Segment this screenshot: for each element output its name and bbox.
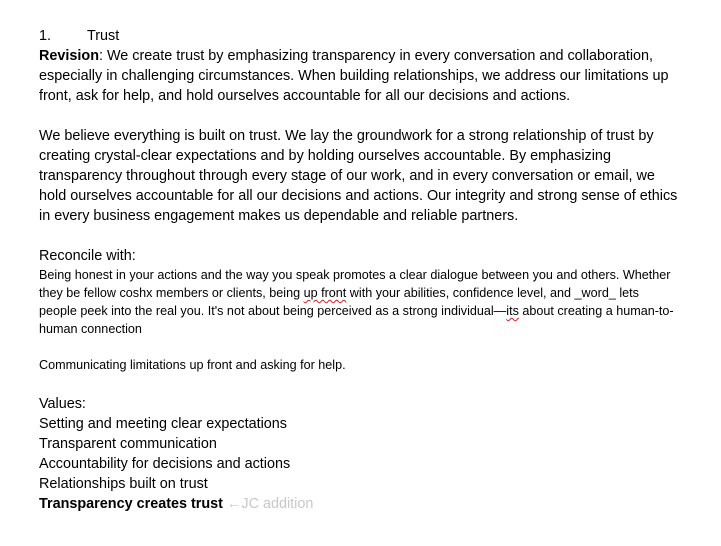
revision-text: : We create trust by emphasizing transparency in every conversation and collaboration, especially in challenging circumstances. When building relationships, we address our limitations up front, ask for help, and hold ourselves accountable for all our decisions and actions. <box>39 48 669 104</box>
value-item: Setting and meeting clear expectations <box>39 416 287 432</box>
spelling-flag-up-front[interactable]: up front <box>303 286 347 300</box>
value-bold-text: Transparency creates trust <box>39 496 223 512</box>
value-item: Transparent communication <box>39 436 217 452</box>
trust-paragraph: We believe everything is built on trust. We lay the groundwork for a strong relationship of trust by creating crystal-clear expectations and by holding ourselves accountable. By emphasizing transparency throughout through every stage of our work, and in every conversation or email, we hold ourselves accountable for all our decisions and actions. Our integrity and strong sense of ethics in every business engagement makes us dependable and reliable partners. <box>39 128 678 224</box>
section-number: 1. <box>39 28 52 44</box>
communicating-line: Communicating limitations up front and asking for help. <box>39 358 346 372</box>
value-item-bold <box>39 494 679 514</box>
section-title: Trust <box>87 28 120 44</box>
document-body <box>39 26 679 514</box>
reconcile-label: Reconcile with: <box>39 248 136 264</box>
revision-paragraph <box>39 46 679 106</box>
value-item: Relationships built on trust <box>39 476 208 492</box>
values-list <box>39 414 679 514</box>
values-label: Values: <box>39 396 86 412</box>
reconcile-paragraph: Being honest in your actions and the way you speak promotes a clear dialogue between you and others. Whether they be fellow coshx members or clients, being up front with your abilities, confidence level, and _word_ lets people peek into the real you. It's not about being perceived as a strong individual—its about creating a human-to-human connection <box>39 268 674 336</box>
value-item: Accountability for decisions and actions <box>39 456 291 472</box>
revision-label: Revision <box>39 48 99 64</box>
section-heading <box>39 26 679 46</box>
jc-addition-note: ←JC addition <box>222 496 314 512</box>
spelling-flag-its[interactable]: its <box>506 304 519 318</box>
